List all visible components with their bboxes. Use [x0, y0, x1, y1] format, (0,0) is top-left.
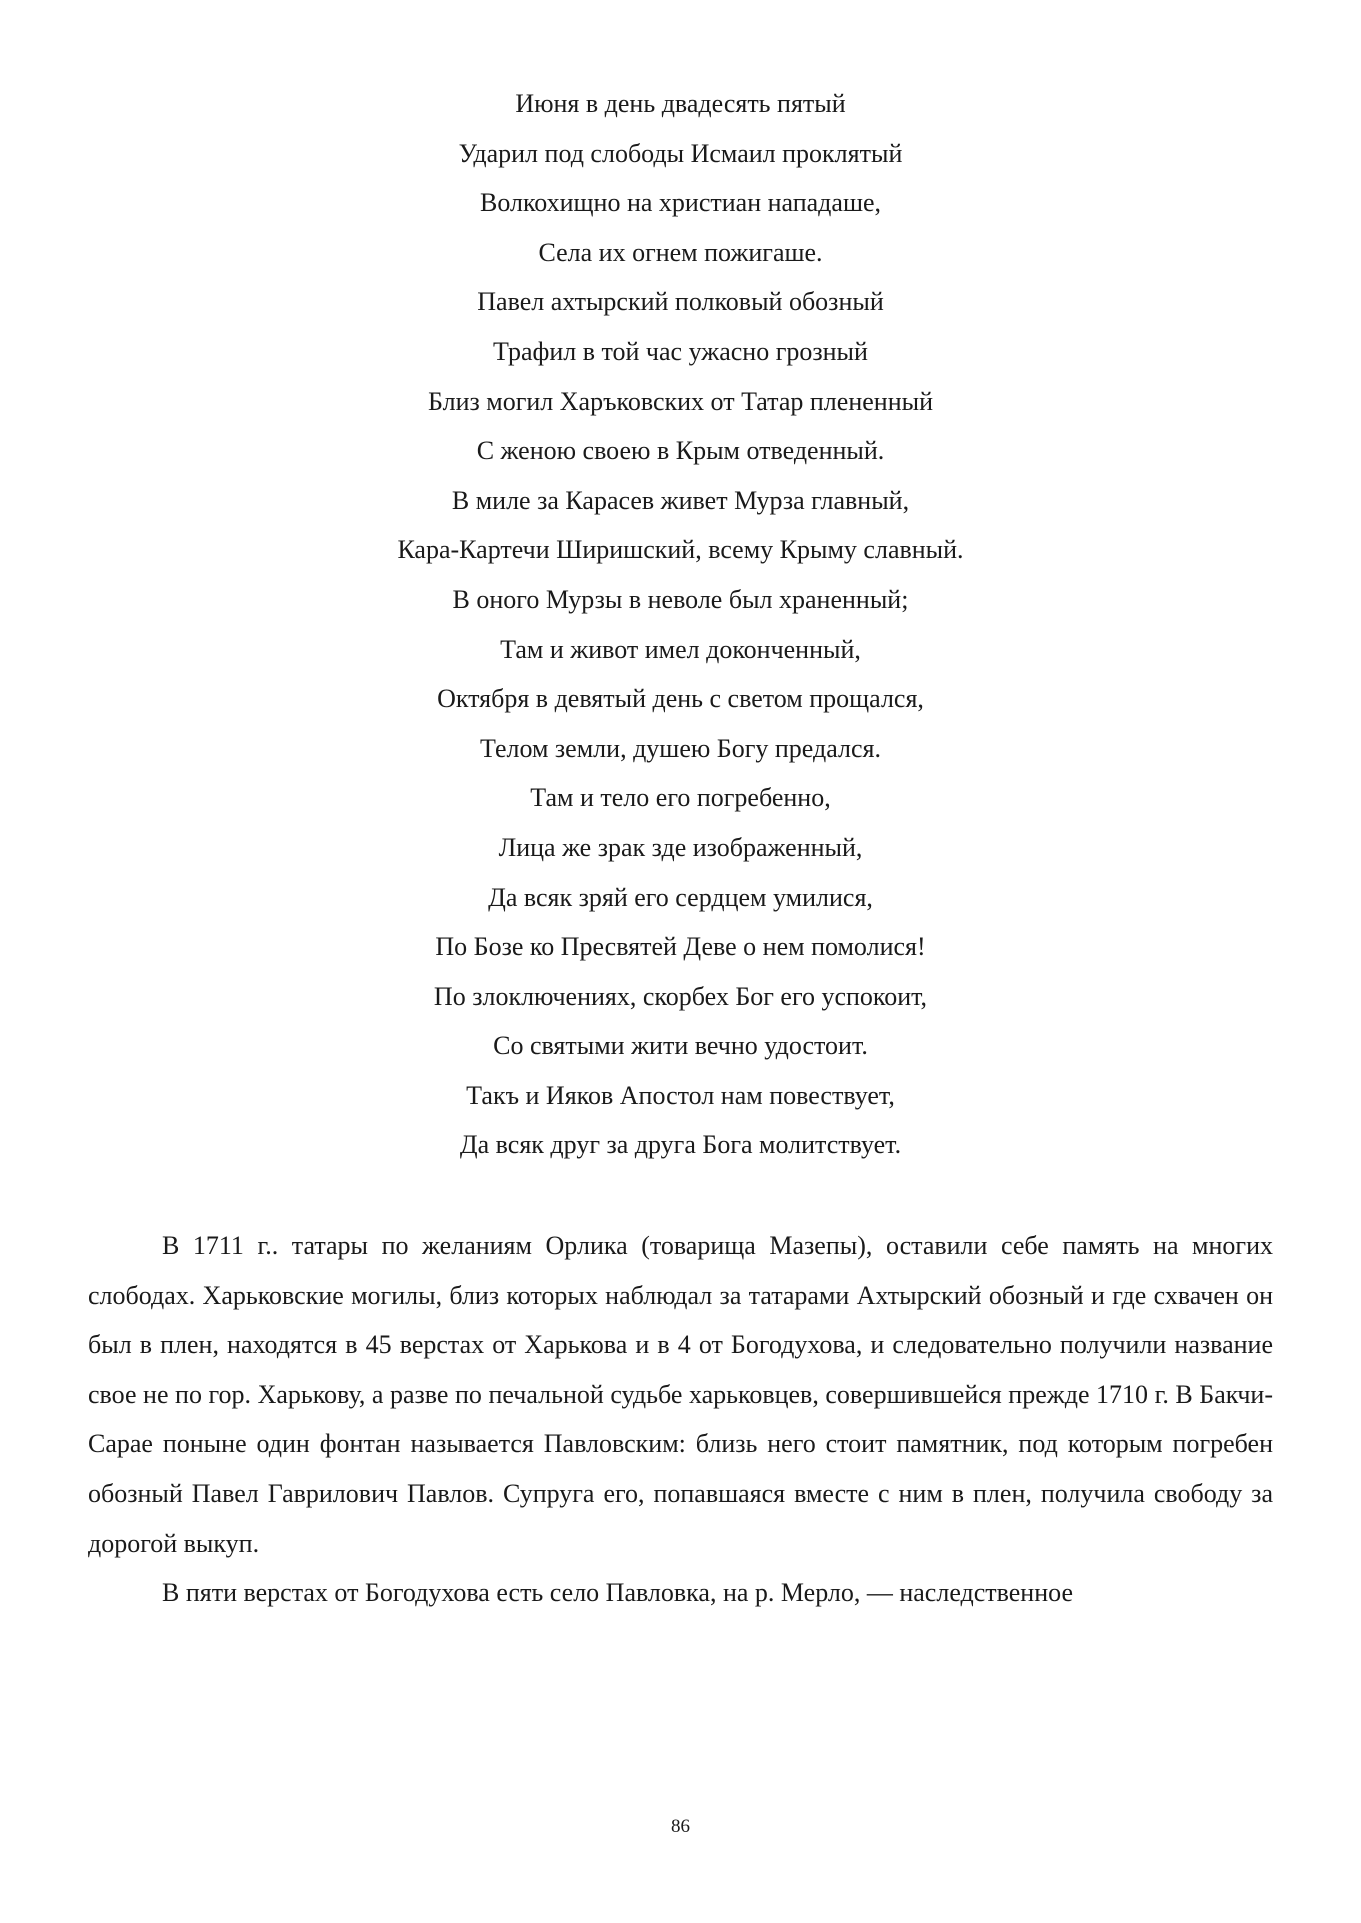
poem-line: Там и живот имел доконченный,: [500, 634, 861, 664]
poem-line: По Бозе ко Пресвятей Деве о нем помолися!: [435, 932, 926, 962]
poem-line: По злоключениях, скорбех Бог его успокоит,: [433, 981, 928, 1011]
poem-line: Октября в девятый день с светом прощался,: [437, 684, 924, 714]
poem-line: Ударил под слободы Исмаил проклятый: [458, 138, 903, 168]
paragraph-orlik-raid: В 1711 г.. татары по желаниям Орлика (товарища Мазепы), оставили себе память на многих слободах. Харьковские могилы, близ которых наблюдал за татарами Ахтырский обозный и где схвачен он был в плен, находятся в 45 верстах от Харькова и в 4 от Богодухова, и следовательно получили название свое не по гор. Харькову, а разве по печальной судьбе харьковцев, совершившейся прежде 1710 г. В Бакчи-Сарае поныне один фонтан называется Павловским: близь него стоит памятник, под которым погребен обозный Павел Гаврилович Павлов. Супруга его, попавшаяся вместе с ним в плен, получила свободу за дорогой выкуп.: [88, 1231, 1273, 1558]
poem-line: В миле за Карасев живет Мурза главный,: [451, 485, 910, 515]
poem-line: Волкохищно на христиан нападаше,: [479, 188, 882, 218]
poem-line: В оного Мурзы в неволе был храненный;: [452, 584, 909, 614]
poem-line: Со святыми жити вечно удостоит.: [493, 1031, 868, 1061]
poem-line: Телом земли, душею Богу предался.: [480, 733, 881, 763]
poem-line: Павел ахтырский полковый обозный: [477, 287, 884, 317]
prose-block: [88, 1221, 1273, 1618]
poem-line: С женою своею в Крым отведенный.: [476, 436, 885, 466]
poem-line: Кара-Картечи Ширишский, всему Крыму славный.: [397, 535, 964, 565]
paragraph-pavlovka-village: В пяти верстах от Богодухова есть село Павловка, на р. Мерло, — наследственное: [162, 1578, 1073, 1608]
poem-line: Июня в день двадесять пятый: [515, 89, 846, 118]
poem-line: Да всяк друг за друга Бога молитствует.: [459, 1130, 902, 1160]
poem-line: Близ могил Харъковских от Татар плененный: [428, 386, 933, 416]
poem-block: [88, 79, 1273, 1170]
poem-line: Села их огнем пожигаше.: [538, 237, 823, 267]
poem-line: Лица же зрак зде изображенный,: [498, 832, 863, 862]
poem-line: Да всяк зряй его сердцем умилися,: [488, 882, 873, 912]
page-number: 86: [671, 1816, 690, 1837]
poem-line: Там и тело его погребенно,: [530, 783, 831, 813]
poem-line: Трафил в той час ужасно грозный: [493, 336, 868, 366]
poem-line: Такъ и Ияков Апостол нам повествует,: [466, 1080, 895, 1110]
